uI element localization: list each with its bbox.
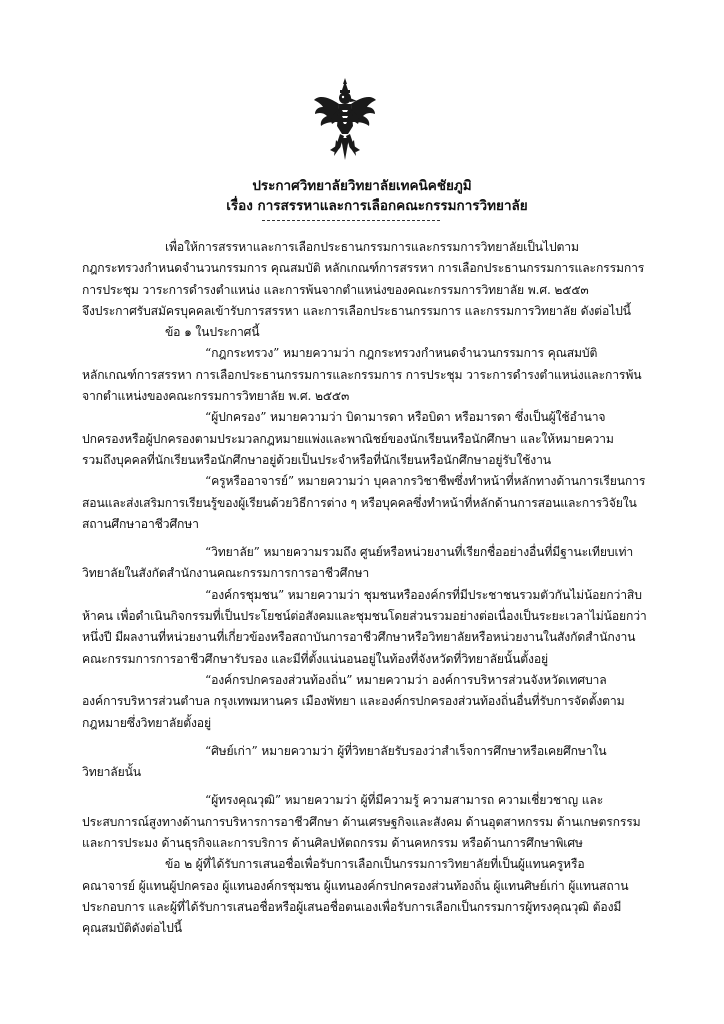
title-block [0,176,724,216]
body-line: ข้อ ๒ ผู้ที่ได้รับการเสนอชื่อเพื่อรับการเลือกเป็นกรรมการวิทยาลัยที่เป็นผู้แทนครูหรือ [165,857,585,872]
body-line: “ครูหรืออาจารย์” หมายความว่า บุคลากรวิชาชีพซึ่งทำหน้าที่หลักทางด้านการเรียนการ [205,474,646,489]
body-line: “กฎกระทรวง” หมายความว่า กฎกระทรวงกำหนดจำนวนกรรมการ คุณสมบัติ [205,346,598,361]
body-line: ประสบการณ์สูงทางด้านการบริหารการอาชีวศึกษา ด้านเศรษฐกิจและสังคม ด้านอุตสาหกรรม ด้านเกษตรกรรม [82,814,641,829]
title-divider [262,220,440,221]
body-line: และการประมง ด้านธุรกิจและการบริการ ด้านศิลปหัตถกรรม ด้านคหกรรม หรือด้านการศึกษาพิเศษ [82,836,583,851]
body-line: “องค์กรปกครองส่วนท้องถิ่น” หมายความว่า องค์การบริหารส่วนจังหวัดเทศบาล [205,672,607,687]
body-line: เพื่อให้การสรรหาและการเลือกประธานกรรมการและกรรมการวิทยาลัยเป็นไปตาม [165,240,579,254]
body-line: ประกอบการ และผู้ที่ได้รับการเสนอชื่อหรือผู้เสนอชื่อตนเองเพื่อรับการเลือกเป็นกรรมการผู้ทรงคุณวุฒิ ต้องมี [82,899,622,914]
body-line: คุณสมบัติดังต่อไปนี้ [82,921,182,936]
body-line: “ผู้ปกครอง” หมายความว่า บิดามารดา หรือบิดา หรือมารดา ซึ่งเป็นผู้ใช้อำนาจ [205,410,606,425]
body-line: ห้าคน เพื่อดำเนินกิจกรรมที่เป็นประโยชน์ต่อสังคมและชุมชนโดยส่วนรวมอย่างต่อเนื่องเป็นระยะเวลาไม่น้อยกว่า [82,609,647,624]
garuda-emblem-icon [312,76,378,166]
body-line: “องค์กรชุมชน” หมายความว่า ชุมชนหรือองค์กรที่มีประชาชนรวมตัวกันไม่น้อยกว่าสิบ [205,587,642,602]
body-line: สอนและส่งเสริมการเรียนรู้ของผู้เรียนด้วยวิธีการต่าง ๆ หรือบุคคลซึ่งทำหน้าที่หลักด้านการสอนและการวิจัยใน [82,495,637,510]
body-line: วิทยาลัยในสังกัดสำนักงานคณะกรรมการการอาชีวศึกษา [82,566,370,581]
document-title: ประกาศวิทยาลัยวิทยาลัยเทคนิคชัยภูมิ [252,178,472,194]
body-line: “วิทยาลัย” หมายความรวมถึง ศูนย์หรือหน่วยงานที่เรียกชื่ออย่างอื่นที่มีฐานะเทียบเท่า [205,545,634,560]
document-subject: เรื่อง การสรรหาและการเลือกคณะกรรมการวิทยาลัย [226,198,528,214]
body-line: จึงประกาศรับสมัครบุคคลเข้ารับการสรรหา และการเลือกประธานกรรมการ และกรรมการวิทยาลัย ดังต่อไปนี้ [82,303,631,318]
body-line: “ศิษย์เก่า” หมายความว่า ผู้ที่วิทยาลัยรับรองว่าสำเร็จการศึกษาหรือเคยศึกษาใน [205,743,607,758]
body-line: คณาจารย์ ผู้แทนผู้ปกครอง ผู้แทนองค์กรชุมชน ผู้แทนองค์กรปกครองส่วนท้องถิ่น ผู้แทนศิษย์เก่า ผู้แทนสถาน [82,878,629,893]
body-line: หนึ่งปี มีผลงานที่หน่วยงานที่เกี่ยวข้องหรือสถาบันการอาชีวศึกษาหรือวิทยาลัยหรือหน่วยงานในสังกัดสำนักงาน [82,630,636,645]
body-line: “ผู้ทรงคุณวุฒิ” หมายความว่า ผู้ที่มีความรู้ ความสามารถ ความเชี่ยวชาญ และ [205,793,604,808]
body-line: องค์การบริหารส่วนตำบล กรุงเทพมหานคร เมืองพัทยา และองค์กรปกครองส่วนท้องถิ่นอื่นที่รับการจัดตั้งตาม [82,694,625,709]
body-line: จากตำแหน่งของคณะกรรมการวิทยาลัย พ.ศ. ๒๕๕๓ [82,389,350,404]
body-line: ปกครองหรือผู้ปกครองตามประมวลกฎหมายแพ่งและพาณิชย์ของนักเรียนหรือนักศึกษา และให้หมายความ [82,431,614,446]
body-line: หลักเกณฑ์การสรรหา การเลือกประธานกรรมการและกรรมการ การประชุม วาระการดำรงตำแหน่งและการพ้น [82,367,642,382]
body-line: กฎหมายซึ่งวิทยาลัยตั้งอยู่ [82,715,211,730]
body-line: รวมถึงบุคคลที่นักเรียนหรือนักศึกษาอยู่ด้วยเป็นประจำหรือที่นักเรียนหรือนักศึกษาอยู่รับใช้งาน [82,452,551,467]
body-line: สถานศึกษาอาชีวศึกษา [82,516,199,531]
body-line: กฎกระทรวงกำหนดจำนวนกรรมการ คุณสมบัติ หลักเกณฑ์การสรรหา การเลือกประธานกรรมการและกรรมการ [82,261,645,276]
body-line: วิทยาลัยนั้น [82,765,141,780]
body-line: ข้อ ๑ ในประกาศนี้ [165,325,260,340]
body-line: คณะกรรมการการอาชีวศึกษารับรอง และมีที่ตั้งแน่นอนอยู่ในท้องที่จังหวัดที่วิทยาลัยนั้นตั้งอยู่ [82,651,548,666]
document-body [82,237,658,940]
body-line: การประชุม วาระการดำรงตำแหน่ง และการพ้นจากตำแหน่งของคณะกรรมการวิทยาลัย พ.ศ. ๒๕๕๓ [82,282,589,297]
